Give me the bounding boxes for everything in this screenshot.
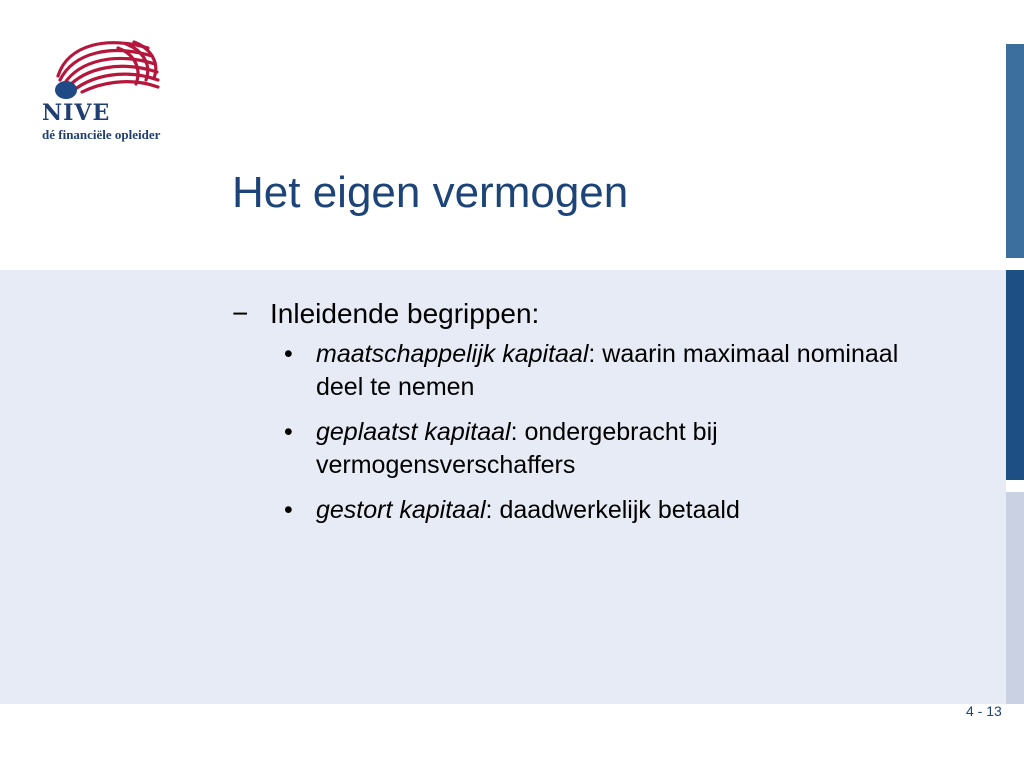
page-number: 4 - 13 xyxy=(966,703,1002,719)
definition: : daadwerkelijk betaald xyxy=(485,496,740,524)
dash-marker: − xyxy=(232,298,249,329)
side-bar-middle xyxy=(1006,270,1024,480)
logo-name: NIVE xyxy=(42,100,111,126)
list-item xyxy=(284,494,932,527)
definition: : ondergebracht bij vermogensverschaffers xyxy=(316,418,718,479)
bullet-marker: • xyxy=(284,496,293,524)
nive-logo-mark xyxy=(38,34,168,104)
list-item-text xyxy=(316,416,926,482)
slide-title: Het eigen vermogen xyxy=(232,168,629,217)
side-bar-top xyxy=(1006,44,1024,258)
list-item-text xyxy=(316,338,926,404)
term: gestort kapitaal xyxy=(316,496,486,524)
slide-content xyxy=(232,294,932,539)
list-item-text xyxy=(316,494,926,527)
definition: : waarin maximaal nominaal deel te nemen xyxy=(316,340,899,401)
side-bar-bottom xyxy=(1006,492,1024,704)
nive-logo xyxy=(38,34,168,144)
heading-text: Inleidende begrippen: xyxy=(270,298,540,329)
list-item xyxy=(284,416,932,482)
bullet-list xyxy=(232,338,932,527)
logo-tagline: dé financiële opleider xyxy=(42,127,161,142)
term: geplaatst kapitaal xyxy=(316,418,511,446)
heading-item xyxy=(232,294,932,334)
bullet-marker: • xyxy=(284,418,293,446)
bullet-marker: • xyxy=(284,340,293,368)
term: maatschappelijk kapitaal xyxy=(316,340,589,368)
list-item xyxy=(284,338,932,404)
